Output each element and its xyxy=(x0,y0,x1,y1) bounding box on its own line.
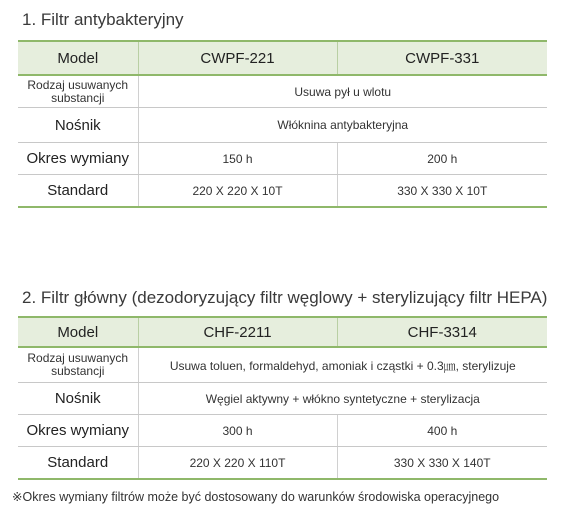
model-chf-2211: CHF-2211 xyxy=(138,317,337,347)
replacement-value-b: 200 h xyxy=(337,143,547,175)
standard-value-b: 330 X 330 X 140T xyxy=(337,447,547,480)
model-header: Model xyxy=(18,41,138,75)
row-label-replacement: Okres wymiany xyxy=(18,143,138,175)
row-label-standard: Standard xyxy=(18,175,138,208)
row-label-standard: Standard xyxy=(18,447,138,480)
footnote: ※Okres wymiany filtrów może być dostosowany do warunków środowiska operacyjnego xyxy=(12,490,500,504)
standard-value-a: 220 X 220 X 110T xyxy=(138,447,337,480)
table-row xyxy=(18,175,547,208)
model-cwpf-331: CWPF-331 xyxy=(337,41,547,75)
model-header: Model xyxy=(18,317,138,347)
standard-value-a: 220 X 220 X 10T xyxy=(138,175,337,208)
model-cwpf-221: CWPF-221 xyxy=(138,41,337,75)
medium-value: Węgiel aktywny + włókno syntetyczne + sterylizacja xyxy=(138,383,547,415)
standard-value-b: 330 X 330 X 10T xyxy=(337,175,547,208)
row-label-replacement: Okres wymiany xyxy=(18,415,138,447)
substances-value: Usuwa pył u wlotu xyxy=(138,75,547,108)
antibacterial-filter-table xyxy=(18,40,547,208)
medium-value: Włóknina antybakteryjna xyxy=(138,108,547,143)
replacement-value-a: 300 h xyxy=(138,415,337,447)
row-label-substances: Rodzaj usuwanych substancji xyxy=(18,347,138,383)
table-row xyxy=(18,108,547,143)
section-2-title: 2. Filtr główny (dezodoryzujący filtr węglowy + sterylizujący filtr HEPA) xyxy=(22,288,548,307)
table-row xyxy=(18,383,547,415)
section-1-title: 1. Filtr antybakteryjny xyxy=(22,10,184,29)
row-label-medium: Nośnik xyxy=(18,383,138,415)
table-row xyxy=(18,75,547,108)
table-row xyxy=(18,447,547,480)
row-label-substances: Rodzaj usuwanych substancji xyxy=(18,75,138,108)
row-label-medium: Nośnik xyxy=(18,108,138,143)
table-header-row xyxy=(18,317,547,347)
substances-value: Usuwa toluen, formaldehyd, amoniak i cząstki + 0.3㎛, sterylizuje xyxy=(138,347,547,383)
table-row xyxy=(18,143,547,175)
replacement-value-a: 150 h xyxy=(138,143,337,175)
table-header-row xyxy=(18,41,547,75)
replacement-value-b: 400 h xyxy=(337,415,547,447)
main-filter-table xyxy=(18,316,547,480)
model-chf-3314: CHF-3314 xyxy=(337,317,547,347)
table-row xyxy=(18,347,547,383)
table-row xyxy=(18,415,547,447)
